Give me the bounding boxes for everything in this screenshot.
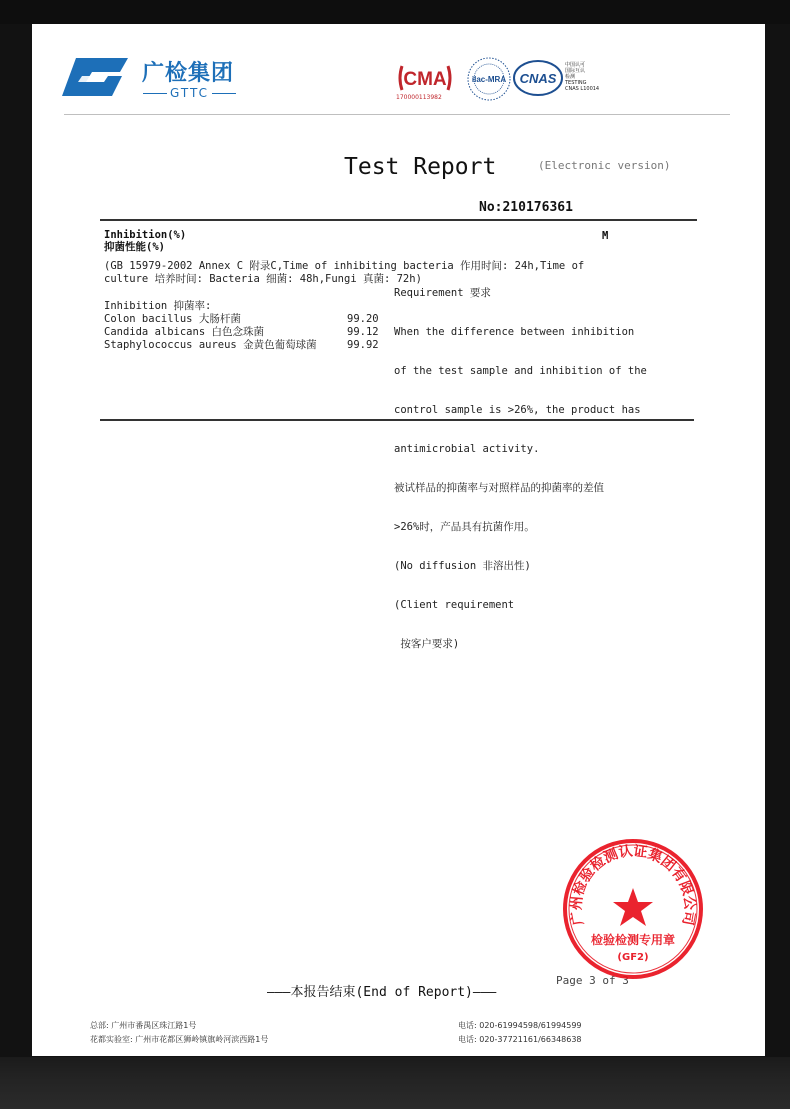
result-name: Colon bacillus 大肠杆菌 bbox=[104, 313, 241, 325]
gttc-logo-icon bbox=[62, 54, 128, 100]
method-line-1: (GB 15979-2002 Annex C 附录C,Time of inhibiting bacteria 作用时间: 24h,Time of bbox=[104, 260, 585, 272]
brand-name-cn: 广检集团 bbox=[142, 61, 235, 86]
svg-text:广州检验检测认证集团有限公司: 广州检验检测认证集团有限公司 bbox=[568, 843, 698, 927]
section-heading-en: Inhibition(%) bbox=[104, 229, 187, 241]
cma-number: 170000113982 bbox=[396, 94, 442, 101]
result-value: 99.20 bbox=[347, 313, 379, 325]
official-seal-stamp bbox=[562, 838, 704, 980]
report-title: Test Report bbox=[344, 154, 497, 180]
stamp-code: (GF2) bbox=[617, 952, 649, 963]
bottom-frame bbox=[0, 1057, 790, 1109]
table-top-rule bbox=[100, 219, 697, 221]
method-line-2: culture 培养时间: Bacteria 细菌: 48h,Fungi 真菌: 72h) bbox=[104, 273, 422, 285]
phone-headquarters: 电话: 020-61994598/61994599 bbox=[458, 1021, 582, 1030]
result-value: 99.12 bbox=[347, 326, 379, 338]
header-divider bbox=[64, 114, 730, 115]
requirement-label: Requirement 要求 bbox=[394, 287, 491, 299]
stamp-inner-text: 检验检测专用章 bbox=[590, 933, 676, 947]
result-name: Staphylococcus aureus 金黄色葡萄球菌 bbox=[104, 339, 317, 351]
phone-lab: 电话: 020-37721161/66348638 bbox=[458, 1035, 582, 1044]
section-marker: M bbox=[602, 230, 609, 242]
cnas-icon bbox=[512, 58, 564, 98]
ilac-mra-icon bbox=[466, 56, 512, 102]
page-number: Page 3 of 3 bbox=[556, 974, 629, 987]
brand-name-en: GTTC bbox=[140, 86, 239, 100]
cma-certification-icon bbox=[396, 60, 454, 96]
inhibition-label: Inhibition 抑菌率: bbox=[104, 300, 212, 312]
report-subtitle: (Electronic version) bbox=[538, 159, 671, 172]
cnas-caption: 中国认可 国际互认 检测 TESTING CNAS L10014 bbox=[565, 62, 600, 92]
report-page bbox=[32, 24, 765, 1056]
cma-label: CMA bbox=[403, 69, 447, 90]
result-name: Candida albicans 白色念珠菌 bbox=[104, 326, 264, 338]
table-bottom-rule bbox=[100, 419, 694, 421]
cnas-label: CNAS bbox=[519, 71, 557, 86]
result-value: 99.92 bbox=[347, 339, 379, 351]
requirement-text: When the difference between inhibition of the test sample and inhibition of the control sample is >26%, the product has antimicrobial activity. 被试样品的抑菌率与对照样品的抑菌率的差值 >26%时，产品具有抗菌作用。 (No diffusion 非溶出性) (Client requirement 按客户要求) bbox=[394, 326, 647, 650]
top-frame bbox=[0, 0, 790, 24]
report-number: No:210176361 bbox=[479, 200, 573, 215]
end-of-report: ———本报告结束(End of Report)——— bbox=[267, 985, 497, 1000]
section-heading-cn: 抑菌性能(%) bbox=[104, 241, 165, 253]
address-headquarters: 总部: 广州市番禺区珠江路1号 bbox=[90, 1021, 197, 1030]
ilac-label: ilac-MRA bbox=[471, 75, 507, 84]
address-lab: 花都实验室: 广州市花都区狮岭镇旗岭河滨西路1号 bbox=[90, 1035, 269, 1044]
